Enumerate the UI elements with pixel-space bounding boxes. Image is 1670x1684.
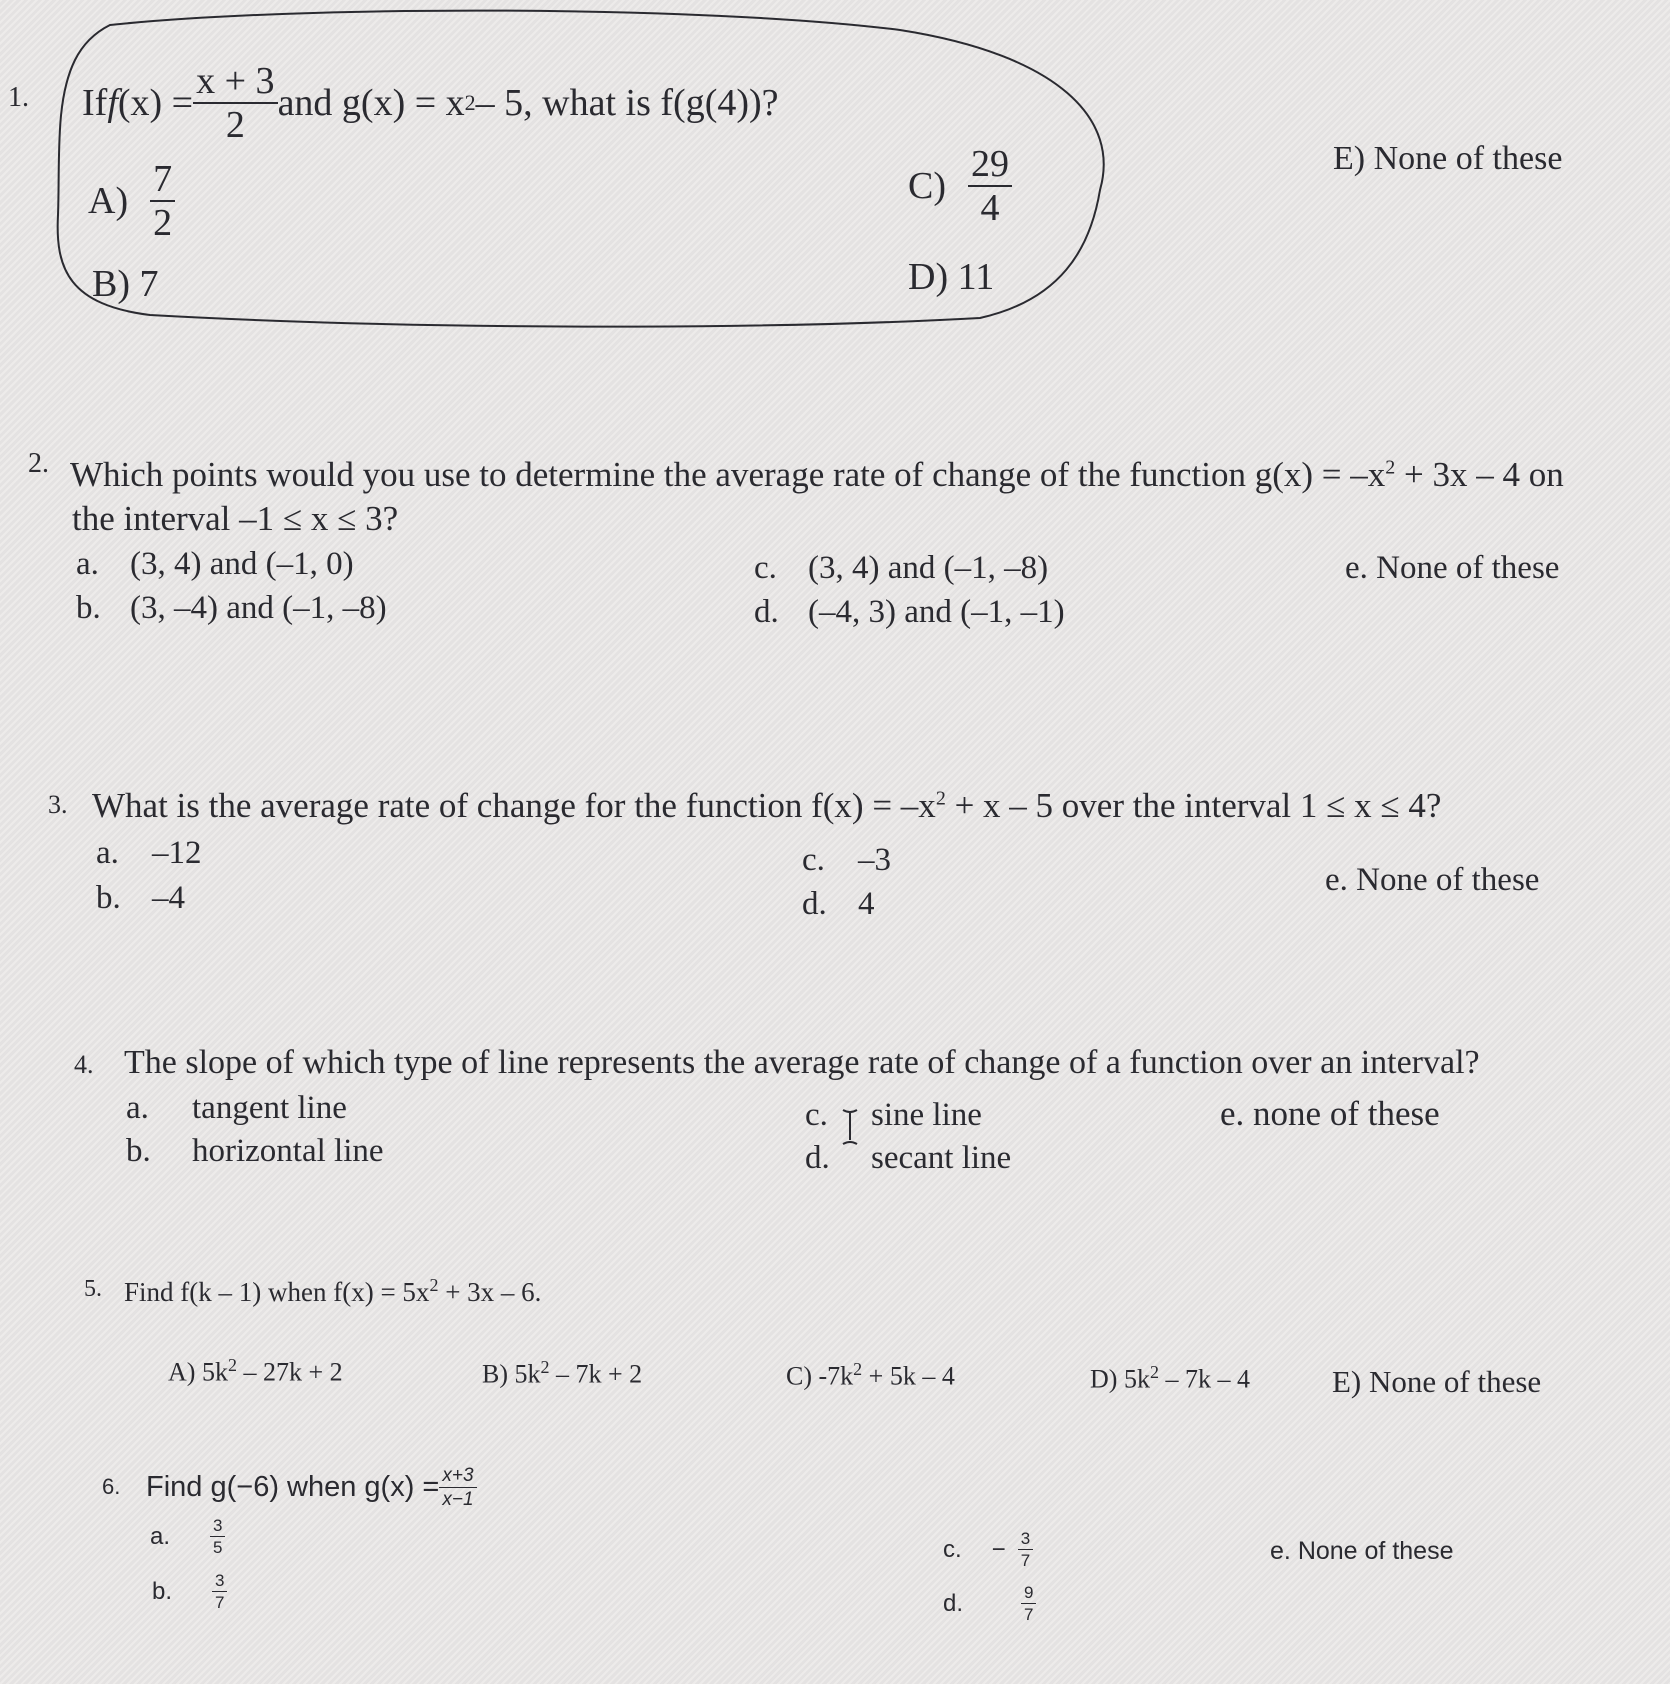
question-stem: Find g(−6) when g(x) = $\frac{x+3}{x-1}$ [146,1466,477,1509]
option-d[interactable]: D) 11 [908,256,995,298]
question-stem: What is the average rate of change for the function $f(x) = -x^2 + x - 5$ over the interval 1 ≤ x ≤ 4? [92,786,1442,825]
option-c[interactable]: c. − $\frac{3}{7}$ [943,1530,1033,1569]
option-c[interactable]: C) $-7k^2 + 5k - 4$ [786,1359,955,1391]
question-number: 5. [84,1276,102,1302]
question-stem-line2: the interval –1 ≤ x ≤ 3? [72,499,399,538]
option-a[interactable]: A) $\frac{7}{2}$ [88,160,175,242]
fraction: $\frac{x + 3}{2}$ [193,62,277,144]
option-b[interactable]: b. (3, –4) and (–1, –8) [76,590,387,626]
option-a[interactable]: a. tangent line [126,1090,347,1126]
question-stem-line1: Which points would you use to determine the average rate of change of the function $g(x) = -x^2 + 3x - 4$ on [70,455,1564,494]
option-d[interactable]: d. 4 [802,886,875,922]
question-number: 1. [8,82,29,113]
option-d[interactable]: d. secant line [805,1140,1012,1176]
option-c[interactable]: c. (3, 4) and (–1, –8) [754,550,1049,586]
option-e[interactable]: e. none of these [1220,1094,1440,1133]
option-e[interactable]: e. None of these [1270,1537,1454,1565]
question-number: 2. [28,448,49,479]
option-c[interactable]: c. –3 [802,842,891,878]
option-c[interactable]: c. sine line [805,1097,982,1133]
option-e[interactable]: E) None of these [1333,140,1563,177]
option-e[interactable]: e. None of these [1345,550,1560,586]
option-d[interactable]: d. (–4, 3) and (–1, –1) [754,594,1065,630]
option-d[interactable]: d. $\frac{9}{7}$ [943,1584,1036,1623]
option-b[interactable]: B) $5k^2 - 7k + 2$ [482,1357,643,1389]
option-b[interactable]: b. horizontal line [126,1133,384,1169]
question-number: 3. [48,790,68,819]
question-number: 4. [74,1050,94,1079]
option-a[interactable]: a. (3, 4) and (–1, 0) [76,546,354,582]
option-a[interactable]: A) $5k^2 - 27k + 2$ [168,1355,343,1387]
option-e[interactable]: e. None of these [1325,862,1540,898]
option-b[interactable]: b. $\frac{3}{7}$ [152,1572,227,1611]
option-d[interactable]: D) $5k^2 - 7k - 4$ [1090,1362,1250,1394]
question-stem: If f (x) = $\frac{x + 3}{2}$ and g(x) = x 2 – 5, what is f(g(4))? [82,60,779,146]
option-b[interactable]: b. –4 [96,880,185,916]
fraction: $\frac{x+3}{x-1}$ [439,1466,476,1509]
option-e[interactable]: E) None of these [1332,1364,1542,1399]
option-a[interactable]: a. –12 [96,835,202,871]
option-b[interactable]: B) 7 [92,263,159,305]
question-stem: Find f(k – 1) when $f(x) = 5x^2 + 3x - 6$. [124,1275,542,1307]
question-stem: The slope of which type of line represents the average rate of change of a function over an interval? [124,1044,1480,1081]
text-cursor-icon [840,1108,860,1146]
option-a[interactable]: a. $\frac{3}{5}$ [150,1517,225,1556]
question-number: 6. [102,1474,121,1499]
option-c[interactable]: C) $\frac{29}{4}$ [908,145,1012,227]
